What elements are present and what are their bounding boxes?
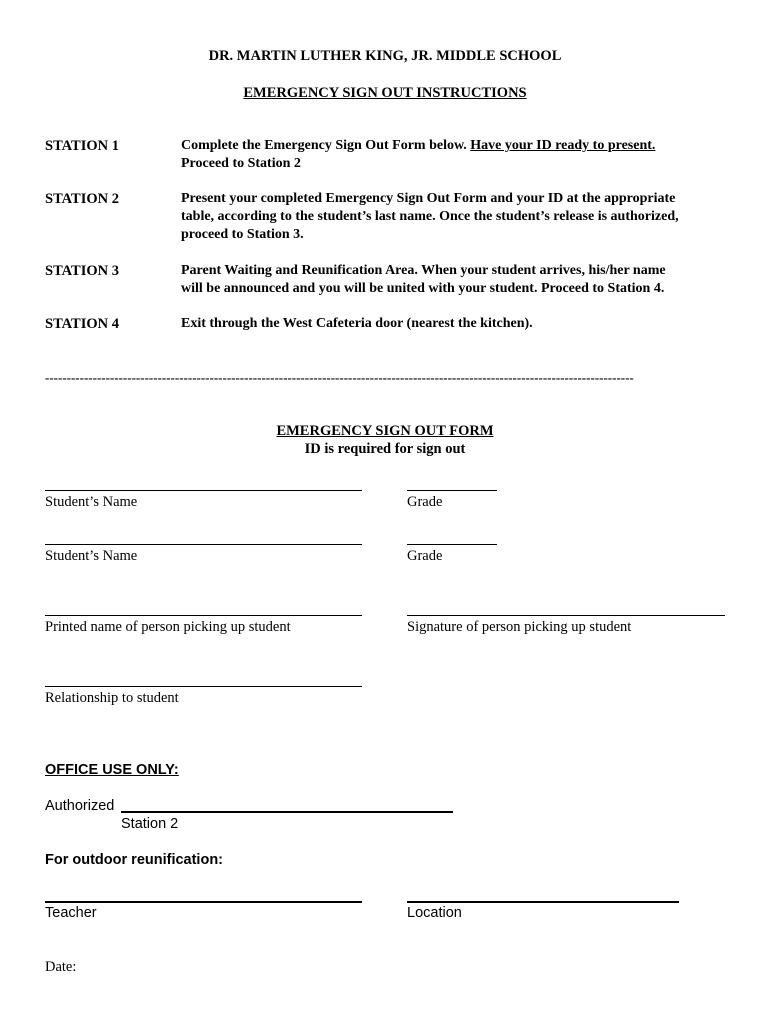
printed-name-line[interactable]	[45, 615, 362, 616]
teacher-line[interactable]	[45, 901, 362, 903]
station-1-label: STATION 1	[45, 138, 119, 154]
grade-1-label: Grade	[407, 494, 443, 510]
teacher-label: Teacher	[45, 905, 97, 921]
form-title-text: EMERGENCY SIGN OUT FORM	[276, 423, 494, 439]
instructions-title-text: EMERGENCY SIGN OUT INSTRUCTIONS	[243, 85, 527, 101]
station-2-line-1: Present your completed Emergency Sign Out Form and your ID at the appropriate	[181, 191, 676, 206]
authorized-label: Authorized	[45, 798, 115, 814]
station-2-line-2: table, according to the student’s last name. Once the student’s release is authorized,	[181, 209, 679, 224]
office-use-heading-text: OFFICE USE ONLY:	[45, 762, 179, 778]
date-label: Date:	[45, 959, 77, 975]
station-3-line-2: will be announced and you will be united with your student. Proceed to Station 4.	[181, 281, 665, 296]
station-3-line-1: Parent Waiting and Reunification Area. When your student arrives, his/her name	[181, 263, 666, 278]
station-2-text	[181, 190, 741, 244]
student-name-2-line[interactable]	[45, 544, 362, 545]
station-4-text: Exit through the West Cafeteria door (nearest the kitchen).	[181, 316, 533, 331]
cut-line-separator: ----------------------------------------------------------------------------------------------------------------------------------------	[45, 370, 634, 385]
station-2-line-3: proceed to Station 3.	[181, 227, 304, 242]
grade-2-line[interactable]	[407, 544, 497, 545]
form-subtitle: ID is required for sign out	[304, 441, 466, 457]
relationship-line[interactable]	[45, 686, 362, 687]
office-use-heading	[45, 761, 179, 779]
outdoor-reunification-heading: For outdoor reunification:	[45, 852, 224, 868]
relationship-label: Relationship to student	[45, 690, 179, 706]
station-1-text	[181, 137, 741, 173]
station-1-id-note: Have your ID ready to present.	[470, 138, 656, 153]
authorized-line[interactable]	[121, 811, 453, 813]
printed-name-label: Printed name of person picking up student	[45, 619, 291, 635]
station-1-text-a: Complete the Emergency Sign Out Form below.	[181, 138, 471, 153]
station-2-label: STATION 2	[45, 191, 119, 207]
station-3-text	[181, 262, 741, 298]
signature-label: Signature of person picking up student	[407, 619, 632, 635]
instructions-title	[0, 84, 770, 102]
grade-2-label: Grade	[407, 548, 443, 564]
station-1-text-b: Proceed to Station 2	[181, 156, 301, 171]
school-name: DR. MARTIN LUTHER KING, JR. MIDDLE SCHOOL	[208, 48, 562, 64]
station-3-label: STATION 3	[45, 263, 119, 279]
student-name-1-line[interactable]	[45, 490, 362, 491]
signature-line[interactable]	[407, 615, 725, 616]
student-name-1-label: Student’s Name	[45, 494, 138, 510]
location-line[interactable]	[407, 901, 679, 903]
student-name-2-label: Student’s Name	[45, 548, 138, 564]
grade-1-line[interactable]	[407, 490, 497, 491]
station-4-label: STATION 4	[45, 316, 119, 332]
station-2-caption: Station 2	[121, 816, 179, 832]
location-label: Location	[407, 905, 462, 921]
form-title	[0, 422, 770, 440]
